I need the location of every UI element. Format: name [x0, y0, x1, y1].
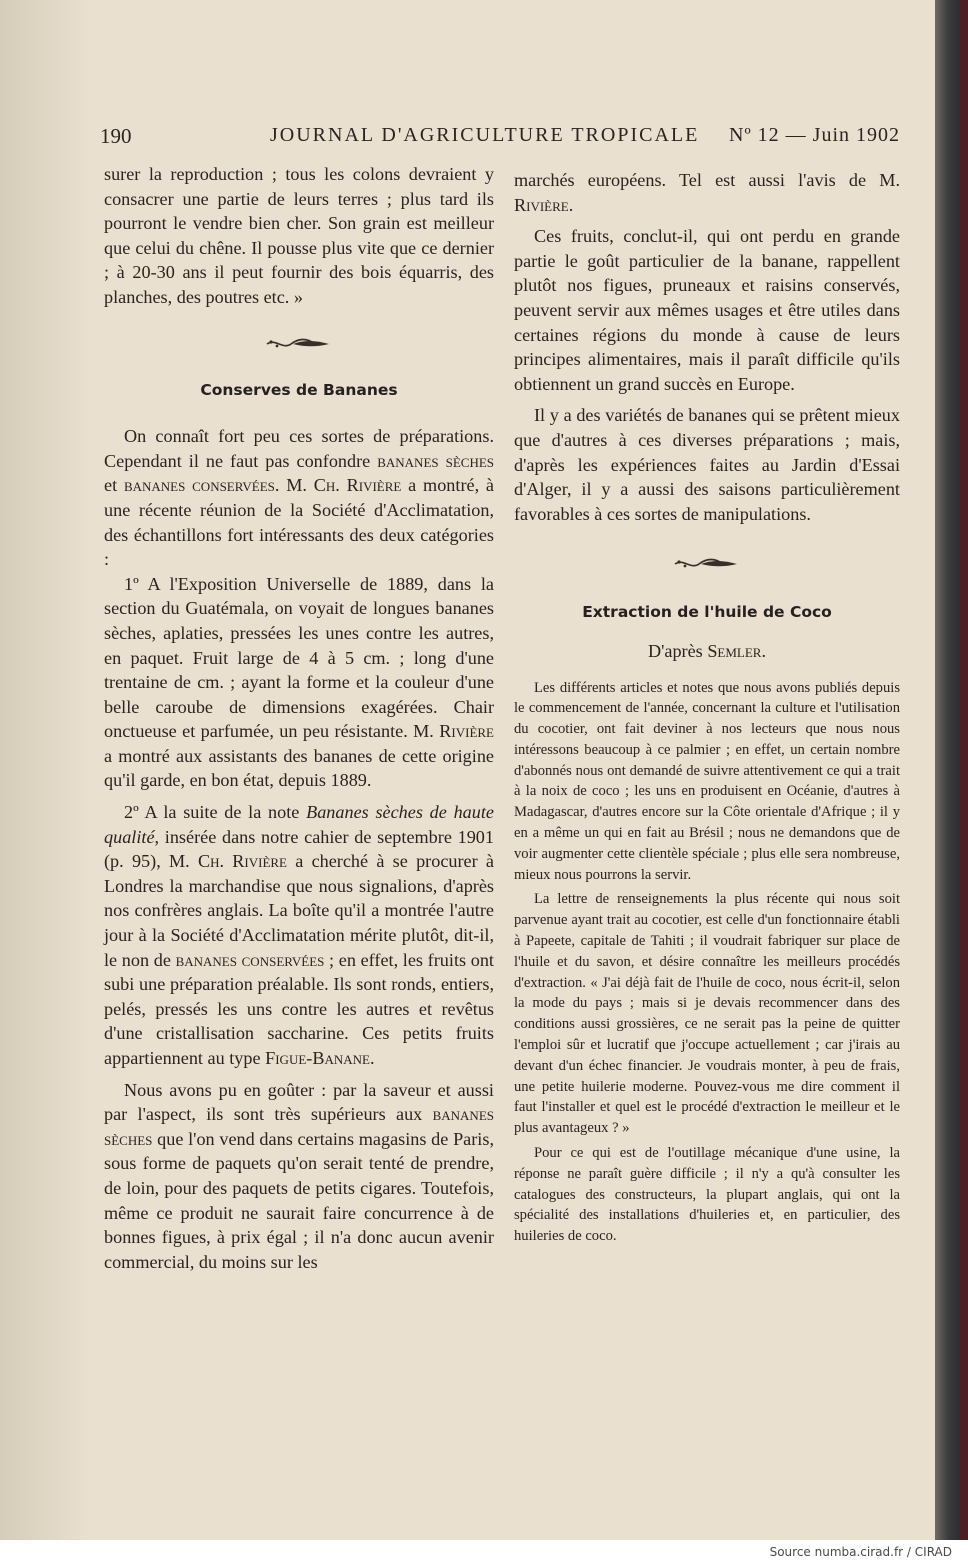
source-credit: Source numba.cirad.fr / CIRAD [769, 1545, 952, 1559]
text-span: . [761, 640, 767, 661]
author-name: Rivière [514, 194, 569, 215]
byline [514, 639, 900, 664]
text-span: a montré, à une récente réunion de la Société d'Acclimatation, des échantillons fort intéressants des deux catégories : [104, 475, 494, 570]
text-span: . [369, 1048, 375, 1068]
paragraph-varieties: Il y a des variétés de bananes qui se prêtent mieux que d'autres à ces diverses préparations ; mais, d'après les expériences faites au Jardin d'Essai d'Alger, il y a aussi des saisons particulièrement favorables à ces sortes de manipulations. [514, 405, 900, 524]
text-span: et [104, 475, 124, 496]
binding-cloth [960, 0, 968, 1540]
text-span: a cherché à se procurer à Londres la marchandise que nous signalions, d'après nos confrères anglais. La boîte qu'il a montrée l'autre jour à la Société d'Acclimatation mérite plutôt, dit-il, le non de [104, 851, 494, 970]
text-span: On connaît fort peu ces sortes de préparations. Cependant il ne faut pas confondre [104, 426, 494, 471]
author-name: Ch. Rivière [313, 475, 402, 496]
text-span: . [568, 194, 574, 215]
author-name: Semler [707, 640, 762, 661]
text-span: 1º A l'Exposition Universelle de 1889, dans la section du Guatémala, on voyait de longues bananes sèches, aplaties, pressées les unes contre les autres, en paquet. Fruit large de 4 à 5 cm. ; long d'une trentaine de cm. ; ayant la forme et la couleur d'une belle caroube de dimensions exagérées. Chair onctueuse et parfumée, un peu résistante. M. [104, 573, 494, 742]
paragraph-articles: Les différents articles et notes que nous avons publiés depuis le commencement de l'année, concernant la culture et l'utilisation du cocotier, ont fait deviner à nos lecteurs que nous nous intéressons beaucoup à ce palmier ; en effet, un certain nombre d'abonnés nous ont demandé de suivre attentivement ce qui a trait à la noix de coco ; les uns en produisent en Océanie, d'autres à Madagascar, d'autres encore sur la Côte orientale d'Afrique ; il y en a même un qui en fait au Brésil ; nous ne demandons que de voir augmenter cette clientèle spéciale ; plus elle sera nombreuse, mieux nous pourrons la servir. [514, 679, 900, 883]
fleuron-ornament-icon [671, 556, 743, 572]
text-span: D'après [647, 640, 708, 661]
text-span: , insérée dans notre cahier de septembre 1901 (p. 95), M. [104, 826, 494, 872]
smallcaps-term: Figue-Banane [265, 1048, 370, 1068]
paragraph-tasting [104, 1078, 494, 1275]
page-gutter-shadow [0, 0, 92, 1540]
section-heading-conserves: Conserves de Bananes [200, 380, 398, 399]
text-span: . M. [274, 475, 314, 496]
italic-title: Bananes sèches de haute qualité [104, 802, 494, 847]
section-heading-coco: Extraction de l'huile de Coco [582, 603, 832, 622]
smallcaps-term: bananes sèches [104, 1104, 494, 1149]
text-span: ; en effet, les fruits ont subi une préparation préalable. Ils sont ronds, entiers, pelés, pressés les uns contre les autres et revêtus d'une cristallisation saccharine. Ces petits fruits appartiennent au type [104, 949, 494, 1068]
smallcaps-term: bananes conservées [175, 949, 325, 970]
paragraph-conclusion: Ces fruits, conclut-il, qui ont perdu en grande partie le goût particulier de la banane, rappellent plutôt nos figues, pruneaux et raisins conservés, peuvent servir aux mêmes usages et être utiles dans certaines régions du monde à cause de leurs principes alimentaires, mais il paraît difficile qu'ils obtiennent un grand succès en Europe. [514, 226, 900, 394]
text-span: 2º A la suite de la note [124, 802, 307, 823]
author-name: Rivière [439, 721, 494, 742]
text-span: que l'on vend dans certains magasins de Paris, sous forme de paquets qu'on serait tenté de prendre, de loin, pour des paquets de petits cigares. Toutefois, même ce produit ne saurait faire concurrence à de bonnes figues, à prix égal ; il n'a donc aucun avenir commercial, du moins sur les [104, 1128, 494, 1272]
paragraph-point-2 [104, 800, 494, 1071]
paragraph-continuation [514, 168, 900, 217]
page-number: 190 [100, 124, 132, 148]
smallcaps-term: bananes conservées [123, 475, 275, 496]
paragraph-letter: La lettre de renseignements la plus récente qui nous soit parvenue ayant trait au cocotier, est celle d'un fonctionnaire établi à Papeete, capitale de Tahiti ; il voudrait fabriquer sur place de l'huile et du savon, et désire connaître les meilleurs procédés d'extraction. « J'ai déjà fait de l'huile de coco, nous écrit-il, selon la mode du pays ; mais si je devais recommencer dans des conditions aussi grossières, ce ne serait pas la peine de quitter l'emploi sûr et lucratif que j'occupe actuellement ; car j'irais au devant d'un échec financier. Je voudrais monter, à peu de frais, une petite huilerie moderne. Pouvez-vous me dire comment il faut l'installer et quel est le procédé d'extraction le meilleur et le plus avantageux ? » [514, 891, 900, 1137]
author-name: Ch. Rivière [197, 851, 287, 872]
fleuron-ornament-icon [263, 336, 335, 352]
paragraph-outillage: Pour ce qui est de l'outillage mécanique d'une usine, la réponse ne paraît guère difficile ; il n'y a qu'à consulter les catalogues des constructeurs, la plupart anglais, qui ont la spécialité des installations d'huileries et, en particulier, des huileries de coco. [514, 1145, 900, 1245]
running-header [100, 124, 900, 154]
issue-info: Nº 12 — Juin 1902 [729, 124, 900, 146]
smallcaps-term: bananes sèches [377, 450, 495, 471]
paragraph-continuation: surer la reproduction ; tous les colons devraient y consacrer une partie de leurs terres ; plus tard ils pourront le vendre bien cher. Son grain est meilleur que celui du chêne. Il pousse plus vite que ce dernier ; à 20-30 ans il peut fournir des bois équarris, des planches, des poutres etc. » [104, 164, 494, 307]
journal-title: JOURNAL D'AGRICULTURE TROPICALE [270, 124, 700, 146]
text-span: Nous avons pu en goûter : par la saveur et aussi par l'aspect, ils sont très supérieurs aux [104, 1079, 494, 1125]
paragraph-point-1 [104, 572, 494, 793]
text-span: marchés européens. Tel est aussi l'avis de M. [514, 170, 900, 190]
left-column [104, 162, 494, 1274]
right-column [514, 168, 900, 1247]
paragraph-intro [104, 424, 494, 572]
text-span: a montré aux assistants des bananes de cette origine qu'il garde, en bon état, depuis 1889. [104, 745, 494, 791]
